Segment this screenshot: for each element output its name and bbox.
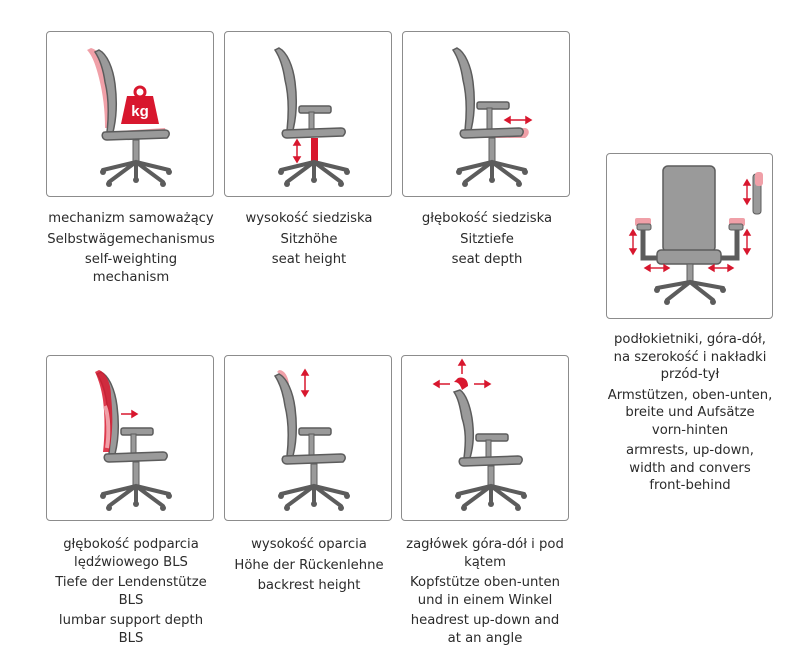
feature-caption-seat-depth: głębokość siedziska Sitztiefe seat depth xyxy=(421,211,553,267)
feature-card-armrests xyxy=(606,153,773,319)
feature-card-self-weighting xyxy=(46,31,214,197)
feature-caption-headrest: zagłówek góra-dół i pod kątem Kopfstütze oben-unten und in einem Winkel headrest up-down and at an angle xyxy=(406,537,564,646)
feature-card-backrest-height xyxy=(224,355,392,521)
up-down-arrow-icon xyxy=(294,140,300,162)
feature-card-headrest xyxy=(401,355,569,521)
feature-caption-seat-height: wysokość siedziska Sitzhöhe seat height xyxy=(245,211,373,267)
feature-caption-armrests: podłokietniki, góra-dół, na szerokość i nakładki przód-tył Armstützen, oben-unten, breite und Aufsätze vorn-hinten armrests, up-down, width and convers front-behind xyxy=(607,332,773,493)
chair-illustration xyxy=(47,32,215,198)
feature-caption-backrest-height: wysokość oparcia Höhe der Rückenlehne backrest height xyxy=(234,537,384,593)
svg-text:kg: kg xyxy=(131,103,149,120)
chair-illustration xyxy=(402,356,570,522)
feature-card-seat-depth xyxy=(402,31,570,197)
feature-caption-lumbar: głębokość podparcia lędźwiowego BLS Tiefe der Lendenstütze BLS lumbar support depth BLS xyxy=(55,537,207,646)
feature-card-seat-height xyxy=(224,31,392,197)
left-right-arrow-icon xyxy=(121,411,137,417)
chair-illustration xyxy=(225,32,393,198)
feature-card-lumbar xyxy=(46,355,214,521)
feature-caption-self-weighting: mechanizm samoważący Selbstwägemechanismus self-weighting mechanism xyxy=(47,211,215,285)
up-down-arrow-icon xyxy=(302,370,308,396)
chair-illustration xyxy=(47,356,215,522)
left-right-arrow-icon xyxy=(505,117,531,123)
chair-front-illustration xyxy=(607,154,774,320)
chair-illustration xyxy=(403,32,571,198)
chair-illustration xyxy=(225,356,393,522)
